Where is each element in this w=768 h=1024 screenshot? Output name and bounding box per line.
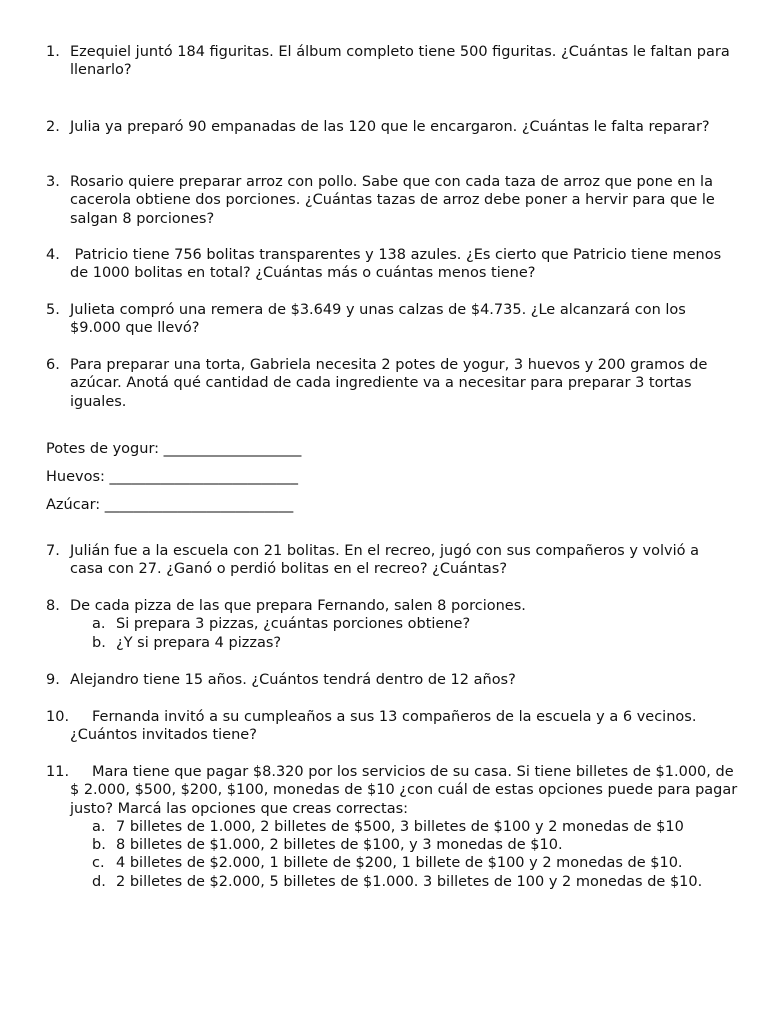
problem-number: 11.	[46, 764, 70, 780]
problem-9	[46, 671, 736, 689]
problem-6	[46, 356, 736, 411]
yogurt-answer-line: Potes de yogur: ___________________	[46, 441, 302, 457]
problem-number: 3.	[46, 174, 60, 190]
problem-text: Ezequiel juntó 184 figuritas. El álbum completo tiene 500 figuritas. ¿Cuántas le faltan para llenarlo?	[70, 44, 730, 79]
problem-text: De cada pizza de las que prepara Fernando, salen 8 porciones.	[70, 598, 526, 614]
option-label: b.	[92, 837, 106, 854]
problem-text: Julieta compró una remera de $3.649 y unas calzas de $4.735. ¿Le alcanzará con los $9.000 que llevó?	[70, 302, 686, 337]
option-text: 8 billetes de $1.000, 2 billetes de $100, y 3 monedas de $10.	[116, 837, 563, 854]
option-label: c.	[92, 855, 105, 872]
problem-text: Julián fue a la escuela con 21 bolitas. En el recreo, jugó con sus compañeros y volvió a casa con 27. ¿Ganó o perdió bolitas en el recreo? ¿Cuántas?	[70, 543, 699, 578]
sub-question	[70, 634, 736, 652]
problem-10	[46, 708, 736, 745]
problem-text: Rosario quiere preparar arroz con pollo. Sabe que con cada taza de arroz que pone en la cacerola obtiene dos porciones. ¿Cuántas tazas de arroz debe poner a hervir para que le salgan 8 porciones?	[70, 174, 715, 227]
sub-question-text: ¿Y si prepara 4 pizzas?	[116, 634, 282, 651]
sub-question	[70, 615, 736, 633]
problem-text: Julia ya preparó 90 empanadas de las 120 que le encargaron. ¿Cuántas le falta reparar?	[70, 119, 710, 135]
eggs-answer-line: Huevos: __________________________	[46, 469, 299, 485]
problem-3	[46, 173, 736, 228]
problem-7	[46, 542, 736, 579]
sub-question-label: a.	[92, 616, 106, 633]
problem-text: Para preparar una torta, Gabriela necesita 2 potes de yogur, 3 huevos y 200 gramos de azúcar. Anotá qué cantidad de cada ingrediente va a necesitar para preparar 3 tortas iguales.	[70, 357, 708, 410]
problem-text: Alejandro tiene 15 años. ¿Cuántos tendrá dentro de 12 años?	[70, 672, 516, 688]
problem-number: 10.	[46, 709, 70, 725]
option-list	[70, 818, 746, 891]
problem-text: Fernanda invitó a su cumpleaños a sus 13 compañeros de la escuela y a 6 vecinos. ¿Cuántos invitados tiene?	[70, 709, 697, 744]
problem-text: Patricio tiene 756 bolitas transparentes y 138 azules. ¿Es cierto que Patricio tiene menos de 1000 bolitas en total? ¿Cuántas más o cuántas menos tiene?	[70, 247, 726, 282]
option-text: 4 billetes de $2.000, 1 billete de $200, 1 billete de $100 y 2 monedas de $10.	[116, 855, 683, 872]
payment-option	[70, 854, 746, 872]
option-text: 7 billetes de 1.000, 2 billetes de $500, 3 billetes de $100 y 2 monedas de $10	[116, 818, 684, 835]
problem-2	[46, 118, 736, 136]
sub-question-text: Si prepara 3 pizzas, ¿cuántas porciones obtiene?	[116, 616, 471, 633]
problem-8	[46, 597, 736, 652]
problem-number: 5.	[46, 302, 60, 318]
option-label: d.	[92, 873, 106, 890]
problem-number: 2.	[46, 119, 60, 135]
problem-1	[46, 43, 736, 80]
problem-4	[46, 246, 736, 283]
payment-option	[70, 836, 746, 854]
problem-number: 4.	[46, 247, 60, 263]
sub-question-label: b.	[92, 634, 106, 651]
problem-number: 7.	[46, 543, 60, 559]
payment-option	[70, 873, 746, 891]
problem-number: 1.	[46, 44, 60, 60]
option-text: 2 billetes de $2.000, 5 billetes de $1.000. 3 billetes de 100 y 2 monedas de $10.	[116, 873, 703, 890]
problem-number: 6.	[46, 357, 60, 373]
problem-number: 9.	[46, 672, 60, 688]
problem-5	[46, 301, 736, 338]
payment-option	[70, 818, 746, 836]
sub-question-list	[70, 615, 736, 652]
problem-number: 8.	[46, 598, 60, 614]
sugar-answer-line: Azúcar: __________________________	[46, 497, 294, 513]
problem-text: Mara tiene que pagar $8.320 por los servicios de su casa. Si tiene billetes de $1.000, de $ 2.000, $500, $200, $100, monedas de $10 ¿con cuál de estas opciones puede para pagar justo? Marcá las opciones que creas correctas:	[70, 764, 738, 817]
option-label: a.	[92, 818, 106, 835]
problem-11	[46, 763, 746, 891]
